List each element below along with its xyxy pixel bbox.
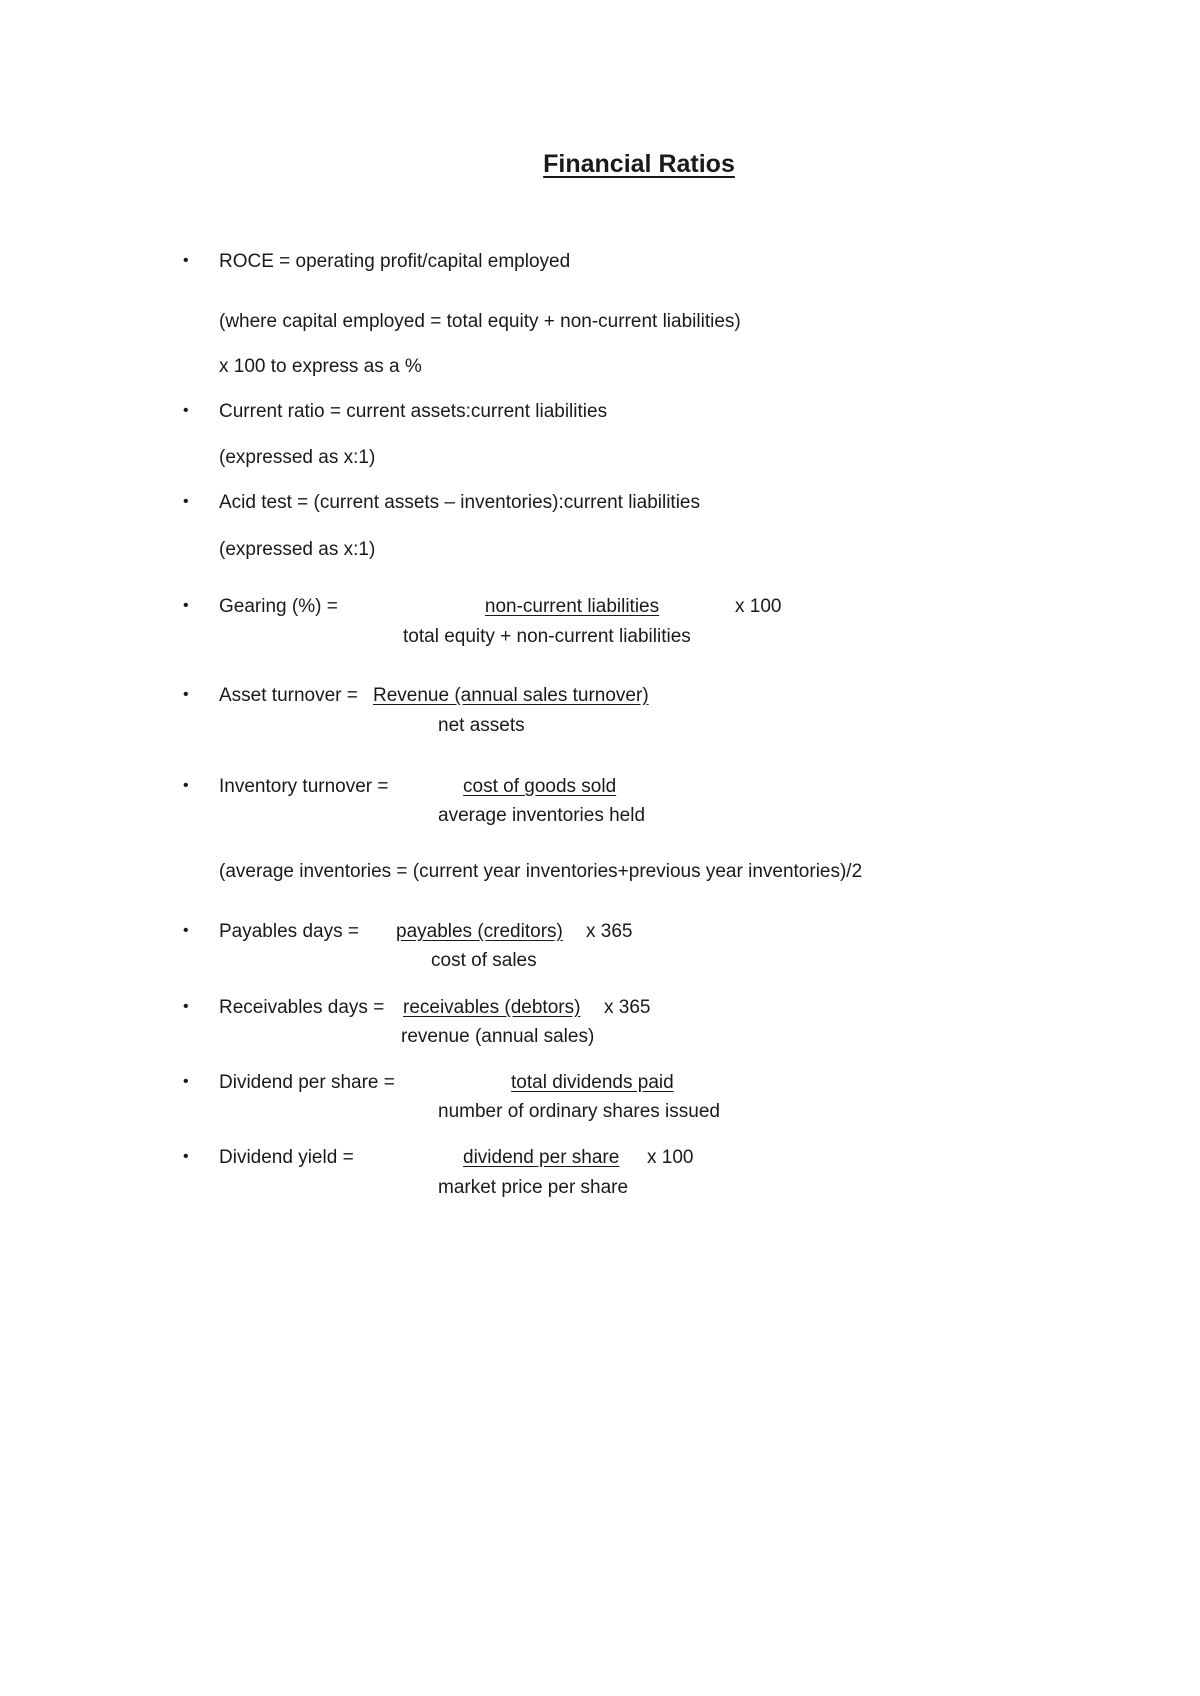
current-ratio-formula: Current ratio = current assets:current liabilities: [219, 401, 608, 422]
bullet-gearing: •: [183, 597, 189, 614]
dividend-per-share-numerator: total dividends paid: [511, 1072, 674, 1093]
inventory-turnover-numerator: cost of goods sold: [463, 776, 617, 797]
inventory-turnover-denominator: average inventories held: [438, 805, 646, 826]
dividend-yield-multiplier: x 100: [647, 1147, 694, 1168]
bullet-current-ratio: •: [183, 402, 189, 419]
receivables-days-multiplier: x 365: [604, 997, 651, 1018]
payables-days-label: Payables days =: [219, 921, 359, 942]
receivables-days-label: Receivables days =: [219, 997, 385, 1018]
bullet-dividend-per-share: •: [183, 1073, 189, 1090]
gearing-label: Gearing (%) =: [219, 596, 338, 617]
bullet-acid-test: •: [183, 493, 189, 510]
payables-days-denominator: cost of sales: [431, 950, 537, 971]
asset-turnover-numerator: Revenue (annual sales turnover): [373, 685, 649, 706]
payables-days-multiplier: x 365: [586, 921, 633, 942]
acid-test-formula: Acid test = (current assets – inventories):current liabilities: [219, 492, 701, 513]
dividend-yield-numerator: dividend per share: [463, 1147, 620, 1168]
bullet-asset-turnover: •: [183, 686, 189, 703]
bullet-roce: •: [183, 252, 189, 269]
page-title: Financial Ratios: [543, 150, 735, 178]
dividend-yield-denominator: market price per share: [438, 1177, 629, 1198]
asset-turnover-denominator: net assets: [438, 715, 525, 736]
bullet-dividend-yield: •: [183, 1148, 189, 1165]
dividend-yield-label: Dividend yield =: [219, 1147, 354, 1168]
acid-test-note: (expressed as x:1): [219, 539, 376, 560]
dividend-per-share-denominator: number of ordinary shares issued: [438, 1101, 720, 1122]
asset-turnover-label: Asset turnover =: [219, 685, 358, 706]
roce-note: (where capital employed = total equity + non-current liabilities): [219, 311, 741, 332]
bullet-payables-days: •: [183, 922, 189, 939]
gearing-denominator: total equity + non-current liabilities: [403, 626, 691, 647]
roce-note-percent: x 100 to express as a %: [219, 356, 422, 377]
payables-days-numerator: payables (creditors): [396, 921, 563, 942]
inventory-turnover-label: Inventory turnover =: [219, 776, 389, 797]
gearing-numerator: non-current liabilities: [484, 596, 660, 617]
inventory-turnover-note: (average inventories = (current year inventories+previous year inventories)/2: [219, 861, 863, 882]
receivables-days-denominator: revenue (annual sales): [401, 1026, 595, 1047]
dividend-per-share-label: Dividend per share =: [219, 1072, 395, 1093]
receivables-days-numerator: receivables (debtors): [403, 997, 581, 1018]
bullet-inventory-turnover: •: [183, 777, 189, 794]
gearing-multiplier: x 100: [735, 596, 782, 617]
roce-formula: ROCE = operating profit/capital employed: [219, 251, 571, 272]
current-ratio-note: (expressed as x:1): [219, 447, 376, 468]
bullet-receivables-days: •: [183, 998, 189, 1015]
